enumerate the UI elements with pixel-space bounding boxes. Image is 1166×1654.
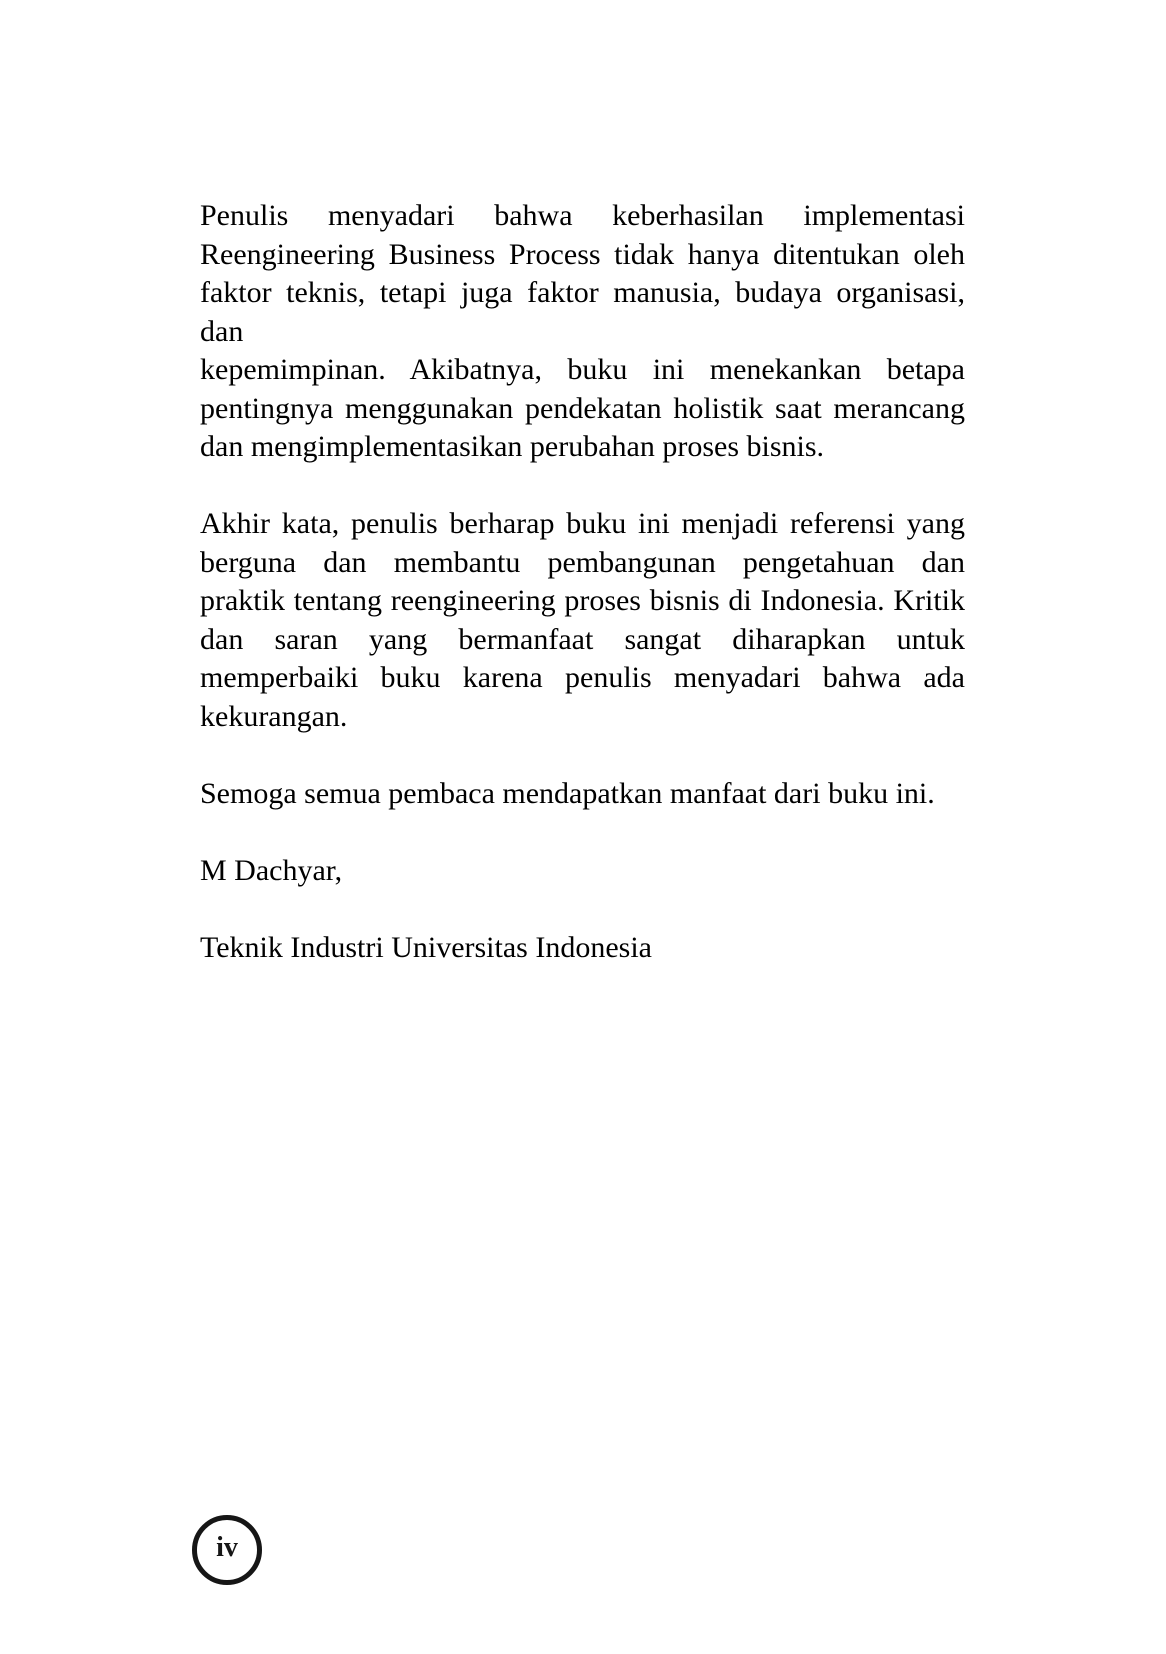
text-line: Akhir kata, penulis berharap buku ini menjadi referensi yang bbox=[200, 507, 965, 540]
text-line: faktor teknis, tetapi juga faktor manusia, budaya organisasi, dan bbox=[200, 276, 965, 348]
text-line: berguna dan membantu pembangunan pengetahuan dan bbox=[200, 545, 965, 579]
paragraph bbox=[200, 929, 965, 968]
page-number-badge bbox=[192, 1515, 262, 1585]
text-line: kekurangan. bbox=[200, 699, 348, 733]
preface-text-block bbox=[200, 197, 965, 967]
text-line: Reengineering Business Process tidak hanya ditentukan oleh bbox=[200, 237, 965, 271]
text-line: pentingnya menggunakan pendekatan holistik saat merancang bbox=[200, 391, 965, 425]
text-line: Teknik Industri Universitas Indonesia bbox=[200, 930, 652, 964]
paragraph bbox=[200, 505, 965, 736]
text-line: kepemimpinan. Akibatnya, buku ini menekankan betapa bbox=[200, 353, 965, 386]
text-line: Semoga semua pembaca mendapatkan manfaat dari buku ini. bbox=[200, 776, 935, 810]
text-line: dan mengimplementasikan perubahan proses bisnis. bbox=[200, 430, 825, 463]
paragraph bbox=[200, 852, 965, 891]
text-line: dan saran yang bermanfaat sangat diharapkan untuk bbox=[200, 622, 965, 656]
paragraph bbox=[200, 197, 965, 467]
text-line: praktik tentang reengineering proses bisnis di Indonesia. Kritik bbox=[200, 584, 965, 617]
paragraph bbox=[200, 775, 965, 814]
page-number-label: iv bbox=[216, 1532, 238, 1563]
text-line: Penulis menyadari bahwa keberhasilan implementasi bbox=[200, 199, 965, 232]
text-line: M Dachyar, bbox=[200, 853, 343, 887]
text-line: memperbaiki buku karena penulis menyadari bahwa ada bbox=[200, 661, 965, 694]
